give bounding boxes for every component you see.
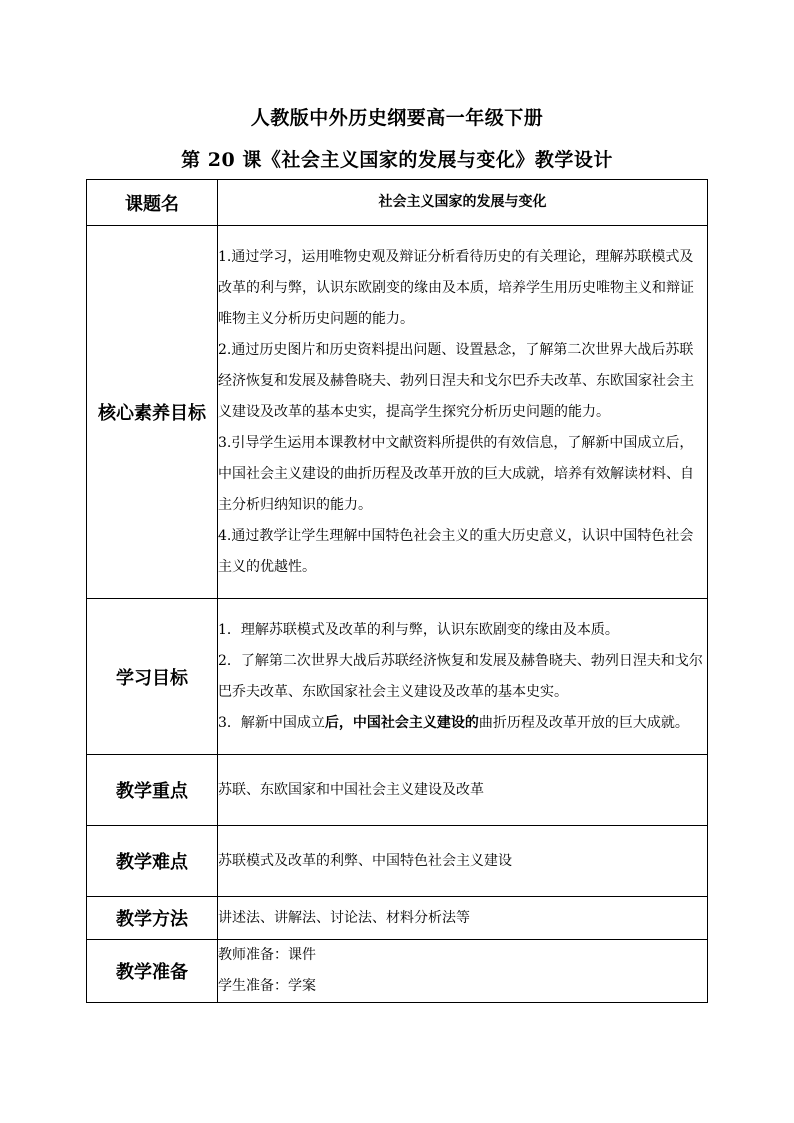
- core-goal-item: 4.通过教学让学生理解中国特色社会主义的重大历史意义，认识中国特色社会主义的优越性。: [218, 527, 694, 575]
- preparation-label: 教学准备: [87, 940, 218, 1003]
- learning-goal-text: 3．解新中国成立: [218, 714, 325, 731]
- student-preparation: 学生准备：学案: [218, 978, 316, 994]
- difficulties-label: 教学难点: [87, 826, 218, 897]
- table-row-learning-goals: [87, 599, 708, 755]
- key-points-label: 教学重点: [87, 755, 218, 826]
- lesson-title: 第 20 课《社会主义国家的发展与变化》教学设计: [181, 149, 613, 171]
- core-goal-item: 2.通过历史图片和历史资料提出问题、设置悬念，了解第二次世界大战后苏联经济恢复和发展及赫鲁晓夫、勃列日涅夫和戈尔巴乔夫改革、东欧国家社会主义建设及改革的基本史实，提高学生探究分析历史问题的能力。: [218, 341, 694, 420]
- difficulties-value: 苏联模式及改革的利弊、中国特色社会主义建设: [218, 826, 708, 897]
- table-row-difficulties: [87, 826, 708, 897]
- teacher-preparation: 教师准备：课件: [218, 947, 316, 963]
- preparation-content: [218, 940, 708, 1003]
- methods-value: 讲述法、讲解法、讨论法、材料分析法等: [218, 897, 708, 940]
- learning-goals-content: [218, 599, 708, 755]
- learning-goals-label: 学习目标: [87, 599, 218, 755]
- core-goal-item: 1.通过学习，运用唯物史观及辩证分析看待历史的有关理论，理解苏联模式及改革的利与弊，认识东欧剧变的缘由及本质，培养学生用历史唯物主义和辩证唯物主义分析历史问题的能力。: [218, 248, 694, 327]
- table-row-core-goals: [87, 226, 708, 599]
- learning-goal-item: [218, 708, 707, 739]
- table-row-topic: [87, 180, 708, 226]
- core-goal-item: 3.引导学生运用本课教材中文献资料所提供的有效信息，了解新中国成立后，中国社会主义建设的曲折历程及改革开放的巨大成就，培养有效解读材料、自主分析归纳知识的能力。: [218, 434, 694, 513]
- learning-goal-item: 2．了解第二次世界大战后苏联经济恢复和发展及赫鲁晓夫、勃列日涅夫和戈尔巴乔夫改革、东欧国家社会主义建设及改革的基本史实。: [218, 652, 703, 700]
- table-row-key-points: [87, 755, 708, 826]
- topic-value: 社会主义国家的发展与变化: [218, 180, 708, 226]
- methods-label: 教学方法: [87, 897, 218, 940]
- document-title: 人教版中外历史纲要高一年级下册: [250, 107, 544, 129]
- table-row-preparation: [87, 940, 708, 1003]
- table-row-methods: [87, 897, 708, 940]
- key-points-value: 苏联、东欧国家和中国社会主义建设及改革: [218, 755, 708, 826]
- core-goals-label: 核心素养目标: [87, 226, 218, 599]
- topic-label: 课题名: [87, 180, 218, 226]
- lesson-plan-table: [86, 179, 708, 1003]
- learning-goal-emphasis: 后，中国社会主义建设的: [324, 714, 479, 731]
- learning-goal-text: 曲折历程及改革开放的巨大成就。: [478, 714, 689, 731]
- learning-goal-item: 1．理解苏联模式及改革的利与弊，认识东欧剧变的缘由及本质。: [218, 621, 619, 638]
- core-goals-content: [218, 226, 708, 599]
